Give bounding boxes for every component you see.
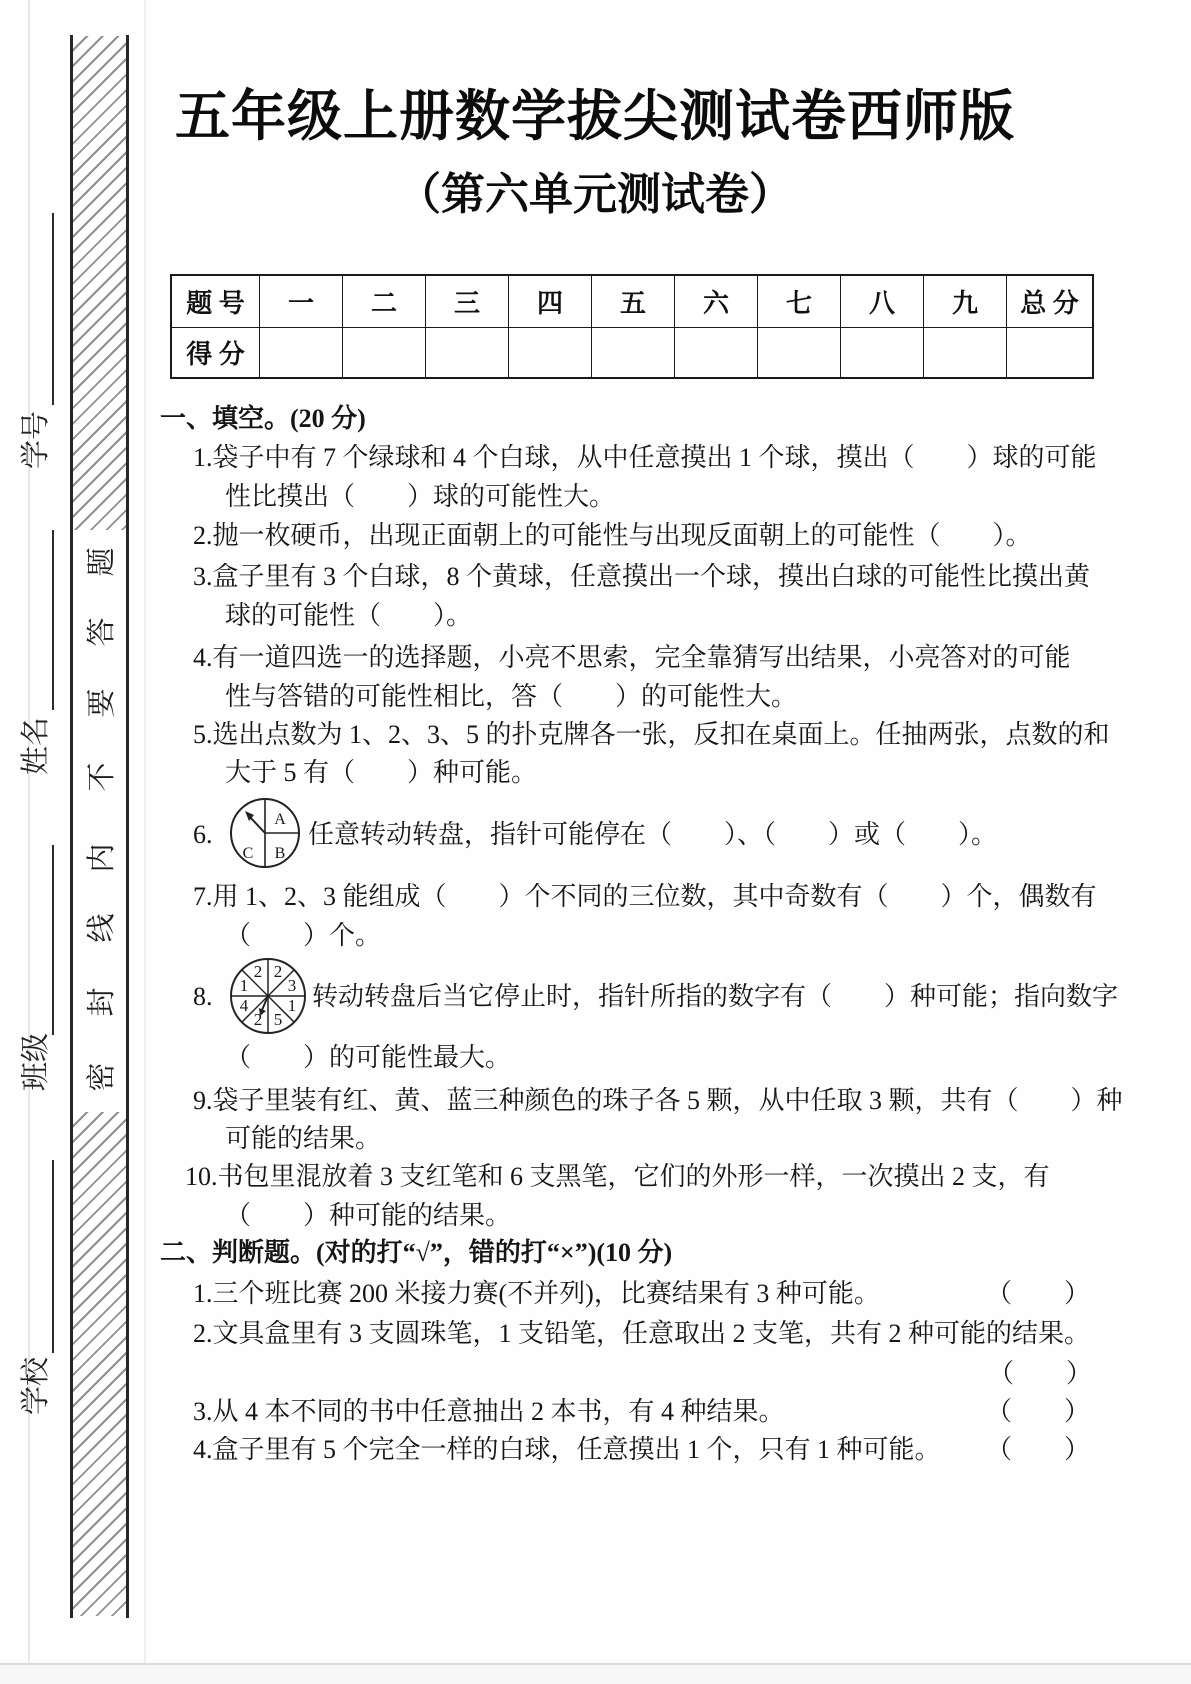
judge-q2-answer-blank: （ ） (988, 1359, 1093, 1388)
q8-sector-number: 3 (287, 976, 297, 995)
seal-char: 题 (85, 547, 118, 577)
seal-char: 答 (85, 617, 118, 647)
judge-q2-text: 2.文具盒里有 3 支圆珠笔，1 支铅笔，任意取出 2 支笔，共有 2 种可能的结果。 (193, 1319, 1091, 1348)
seal-char: 密 (85, 1062, 118, 1092)
student-name-blank-line (52, 530, 54, 710)
q6-sector-label-c: C (242, 845, 254, 862)
judge-q1-row (193, 1277, 1090, 1311)
q8-sector-number: 2 (253, 1010, 263, 1029)
seal-char: 封 (85, 987, 118, 1017)
score-empty-cell (260, 328, 343, 377)
q7-line1: 7.用 1、2、3 能组成（ ）个不同的三位数，其中奇数有（ ）个，偶数有 (193, 882, 1097, 911)
score-header-cell: 八 (841, 276, 924, 328)
seal-char: 线 (85, 913, 118, 943)
score-empty-cell (509, 328, 592, 377)
judge-q1-text: 1.三个班比赛 200 米接力赛(不并列)，比赛结果有 3 种可能。 (193, 1279, 880, 1308)
q8-number: 8. (193, 982, 213, 1011)
score-header-cell: 六 (675, 276, 758, 328)
score-empty-cell (343, 328, 426, 377)
page-subtitle: （第六单元测试卷） (397, 170, 793, 219)
q8-sector-number: 1 (287, 996, 297, 1015)
judge-q4-text: 4.盒子里有 5 个完全一样的白球，任意摸出 1 个，只有 1 种可能。 (193, 1435, 941, 1464)
class-label: 班级 (19, 1033, 52, 1092)
judge-q4-answer-blank: （ ） (985, 1435, 1090, 1464)
score-header-cell: 五 (592, 276, 675, 328)
student-id-blank-line (52, 213, 54, 405)
score-empty-cell (1007, 328, 1092, 377)
score-empty-cell (924, 328, 1007, 377)
page-bottom-margin (0, 1665, 1191, 1684)
q8-sector-number: 2 (253, 962, 263, 981)
score-header-cell: 题 号 (172, 276, 260, 328)
class-blank-line (52, 845, 54, 1035)
score-header-cell: 九 (924, 276, 1007, 328)
score-header-cell: 三 (426, 276, 509, 328)
section2-heading: 二、判断题。(对的打“√”，错的打“×”)(10 分) (160, 1238, 673, 1267)
q1-line2: 性比摸出（ ）球的可能性大。 (225, 482, 616, 511)
seal-char: 不 (85, 762, 118, 792)
q6-spinner-abc-diagram (228, 796, 302, 870)
q4-line2: 性与答错的可能性相比，答（ ）的可能性大。 (225, 682, 798, 711)
q2-line: 2.抛一枚硬币，出现正面朝上的可能性与出现反面朝上的可能性（ ）。 (193, 521, 1032, 550)
q8-sector-number: 4 (239, 996, 249, 1015)
q8-sector-number: 1 (239, 976, 249, 995)
q8-text: 转动转盘后当它停止时，指针所指的数字有（ ）种可能；指向数字 (312, 982, 1119, 1011)
q9-line1: 9.袋子里装有红、黄、蓝三种颜色的珠子各 5 颗，从中任取 3 颗，共有（ ）种 (193, 1086, 1123, 1115)
q7-line2: （ ）个。 (225, 921, 382, 950)
seal-char: 要 (85, 688, 118, 718)
score-table (170, 274, 1094, 379)
q3-line1: 3.盒子里有 3 个白球，8 个黄球，任意摸出一个球，摸出白球的可能性比摸出黄 (193, 562, 1091, 591)
q6-number: 6. (193, 820, 213, 849)
q8-sector-number: 2 (273, 962, 283, 981)
q4-line1: 4.有一道四选一的选择题，小亮不思索，完全靠猜写出结果，小亮答对的可能 (193, 643, 1071, 672)
judge-q3-answer-blank: （ ） (985, 1397, 1090, 1426)
school-blank-line (52, 1160, 54, 1353)
student-name-label: 姓名 (19, 717, 52, 776)
seal-hatch-top (73, 36, 126, 530)
seal-char: 内 (85, 843, 118, 873)
q8-spinner-numbers-diagram (228, 956, 308, 1036)
q8-line2: （ ）的可能性最大。 (225, 1043, 512, 1072)
judge-q3-text: 3.从 4 本不同的书中任意抽出 2 本书，有 4 种结果。 (193, 1397, 785, 1426)
score-header-cell: 四 (509, 276, 592, 328)
score-empty-cell (841, 328, 924, 377)
page-fold-line (144, 0, 146, 1665)
score-row-label: 得 分 (172, 328, 260, 377)
score-header-cell: 二 (343, 276, 426, 328)
score-empty-cell (426, 328, 509, 377)
q10-line1: 10.书包里混放着 3 支红笔和 6 支黑笔，它们的外形一样，一次摸出 2 支，有 (185, 1162, 1050, 1191)
judge-q1-answer-blank: （ ） (985, 1279, 1090, 1308)
q6-sector-label-a: A (274, 811, 286, 828)
score-empty-cell (592, 328, 675, 377)
q5-line2: 大于 5 有（ ）种可能。 (225, 758, 538, 787)
q1-line1: 1.袋子中有 7 个绿球和 4 个白球，从中任意摸出 1 个球，摸出（ ）球的可能 (193, 443, 1097, 472)
q6-sector-label-b: B (274, 845, 286, 862)
score-header-cell: 一 (260, 276, 343, 328)
q10-line2: （ ）种可能的结果。 (225, 1201, 512, 1230)
score-header-cell: 七 (758, 276, 841, 328)
q3-line2: 球的可能性（ ）。 (225, 601, 473, 630)
student-id-label: 学号 (19, 411, 52, 470)
judge-q4-row (193, 1433, 1090, 1467)
page-title: 五年级上册数学拔尖测试卷西师版 (174, 85, 1015, 147)
judge-q3-row (193, 1395, 1090, 1429)
school-label: 学校 (19, 1357, 52, 1416)
score-header-cell: 总 分 (1007, 276, 1092, 328)
seal-hatch-bottom (73, 1112, 126, 1616)
q8-sector-number: 5 (273, 1010, 283, 1029)
seal-line-outer (126, 35, 129, 1618)
score-empty-cell (758, 328, 841, 377)
section1-heading: 一、填空。(20 分) (160, 404, 366, 433)
q6-text: 任意转动转盘，指针可能停在（ ）、（ ）或（ ）。 (308, 820, 998, 849)
q9-line2: 可能的结果。 (225, 1124, 382, 1153)
score-empty-cell (675, 328, 758, 377)
q5-line1: 5.选出点数为 1、2、3、5 的扑克牌各一张，反扣在桌面上。任抽两张，点数的和 (193, 720, 1110, 749)
